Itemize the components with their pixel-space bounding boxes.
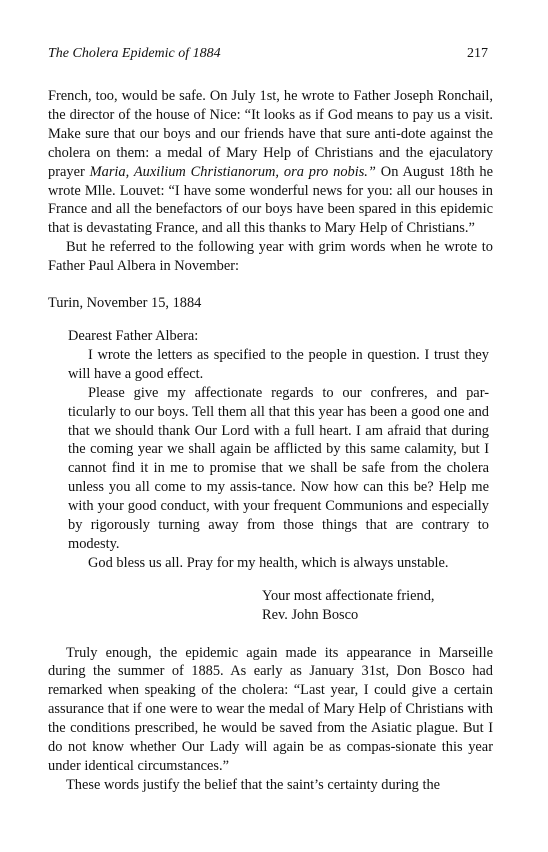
running-title: The Cholera Epidemic of 1884 xyxy=(48,46,221,61)
letter-paragraph: God bless us all. Pray for my health, which is always unstable. xyxy=(88,554,449,571)
paragraph-text: French, too, would be safe. On July 1st, he wrote to Father Joseph Ronchail, the director of the house of Nice: “It looks as if God means to pay us a visit. Make sure that our boys and our friends have that sure anti-dote against the cholera on them: a medal of Mary Help of Christians and the ejaculatory prayer xyxy=(48,88,493,180)
signature: Rev. John Bosco xyxy=(262,606,359,623)
paragraph xyxy=(48,87,493,238)
page-body xyxy=(48,87,493,795)
letter-paragraph: I wrote the letters as specified to the people in question. I trust they will have a good effect. xyxy=(68,346,489,382)
letter-paragraph: Please give my affectionate regards to our confreres, and par-ticularly to our boys. Tell them all that this year has been a good one and that we should thank Our Lord with a full heart. I am afraid that during the coming year we shall again be afflicted by this same calamity, but I cannot find it in me to promise that we shall be safe from the cholera unless you all come to my assis-tance. Now how can this be? Help me with your good conduct, with your frequent Communions and especially by rigorously turning away from those things that are contrary to modesty. xyxy=(68,384,489,552)
paragraph-text: On August 18th he wrote Mlle. Louvet: “I have some wonderful news for you: all our houses in France and all the benefactors of our boys have been spared in this epidemic that is devastating France, and all this thanks to Mary Help of Christians.” xyxy=(48,163,493,237)
letter-salutation: Dearest Father Albera: xyxy=(68,327,199,344)
letter-dateline: Turin, November 15, 1884 xyxy=(48,295,202,312)
after-letter xyxy=(48,644,493,795)
paragraph: These words justify the belief that the saint’s certainty during the xyxy=(66,776,441,793)
latin-prayer: Maria, Auxilium Christianorum, ora pro nobis.” xyxy=(89,163,376,180)
paragraph: But he referred to the following year with grim words when he wrote to Father Paul Albera in November: xyxy=(48,239,493,275)
page-number: 217 xyxy=(467,46,488,61)
letter-block xyxy=(48,327,493,625)
closing-line: Your most affectionate friend, xyxy=(262,587,435,604)
page-header xyxy=(48,46,488,62)
letter-closing xyxy=(68,587,489,625)
paragraph: Truly enough, the epidemic again made its appearance in Marseille during the summer of 1885. As early as January 31st, Don Bosco had remarked when speaking of the cholera: “Last year, I could give a certain assurance that if one were to wear the medal of Mary Help of Christians with the conditions prescribed, he would be saved from the Asiatic plague. But I do not know whether Our Lady will again be as compas-sionate this year under identical circumstances.” xyxy=(48,644,493,774)
